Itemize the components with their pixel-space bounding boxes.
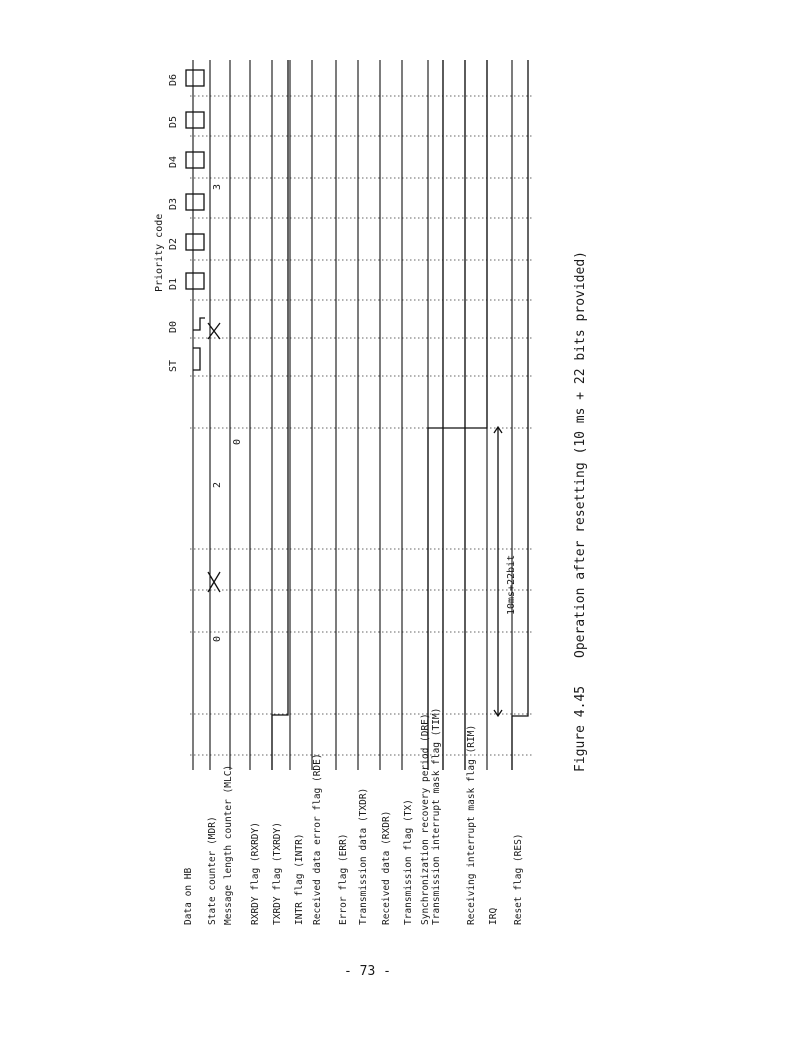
- signal-labels: [183, 708, 524, 925]
- hb-d1-pulse: [186, 273, 204, 289]
- signal-label-5: INTR flag (INTR): [294, 833, 305, 925]
- signal-label-14: IRQ: [488, 907, 499, 925]
- hb-st-pulse: [193, 348, 200, 370]
- signal-label-10: Transmission flag (TX): [403, 799, 414, 925]
- hb-d3-pulse: [186, 194, 204, 210]
- mdr-value-mid: 2: [212, 481, 223, 488]
- hb-d5-pulse: [186, 112, 204, 128]
- signal-label-1: State counter (MDR): [207, 816, 218, 925]
- signal-label-4: TXRDY flag (TXRDY): [272, 822, 283, 925]
- figure-title: Operation after resetting (10 ms + 22 bits provided): [573, 251, 588, 658]
- signal-baselines: [193, 60, 512, 770]
- rim-step: [465, 60, 487, 770]
- mdr-value-final: 3: [212, 183, 223, 190]
- mlc-value: 0: [232, 438, 243, 445]
- bit-label-d0: D0: [168, 320, 179, 333]
- bit-label-d1: D1: [168, 277, 179, 290]
- interval-label: 10ms+22bit: [506, 554, 517, 615]
- signal-label-0: Data on HB: [183, 867, 194, 925]
- priority-code-label: Priority code: [154, 213, 165, 292]
- figure-number: Figure 4.45: [573, 685, 588, 772]
- tim-step: [443, 60, 465, 770]
- signal-label-3: RXRDY flag (RXRDY): [250, 822, 261, 925]
- signal-label-8: Transmission data (TXDR): [358, 787, 369, 925]
- txrdy-step: [272, 60, 288, 770]
- hb-d2-pulse: [186, 234, 204, 250]
- bit-label-d5: D5: [168, 115, 179, 128]
- time-grid: [190, 96, 533, 755]
- signal-label-11: Synchronization recovery period (DRE): [420, 713, 431, 925]
- signal-label-2: Message length counter (MLC): [223, 764, 234, 925]
- waveforms: [186, 60, 528, 770]
- page-number: - 73 -: [344, 964, 391, 979]
- signal-label-15: Reset flag (RES): [513, 833, 524, 925]
- signal-label-9: Received data (RXDR): [381, 810, 392, 925]
- dre-step: [428, 60, 443, 770]
- hb-d0-pulse: [193, 318, 205, 330]
- bit-label-d3: D3: [168, 197, 179, 210]
- bit-label-st: ST: [168, 359, 179, 372]
- bit-label-d4: D4: [168, 155, 179, 168]
- signal-label-7: Error flag (ERR): [338, 833, 349, 925]
- hb-d6-pulse: [186, 70, 204, 86]
- signal-label-6: Received data error flag (RDE): [312, 753, 323, 925]
- res-step: [512, 60, 528, 770]
- hb-d4-pulse: [186, 152, 204, 168]
- signal-label-12: Transmission interrupt mask flag (TIM): [431, 707, 442, 925]
- bit-labels: [168, 74, 179, 372]
- bit-label-d6: D6: [168, 73, 179, 86]
- mdr-value-initial: 0: [212, 635, 223, 642]
- signal-label-13: Receiving interrupt mask flag (RIM): [466, 724, 477, 925]
- bit-label-d2: D2: [168, 237, 179, 250]
